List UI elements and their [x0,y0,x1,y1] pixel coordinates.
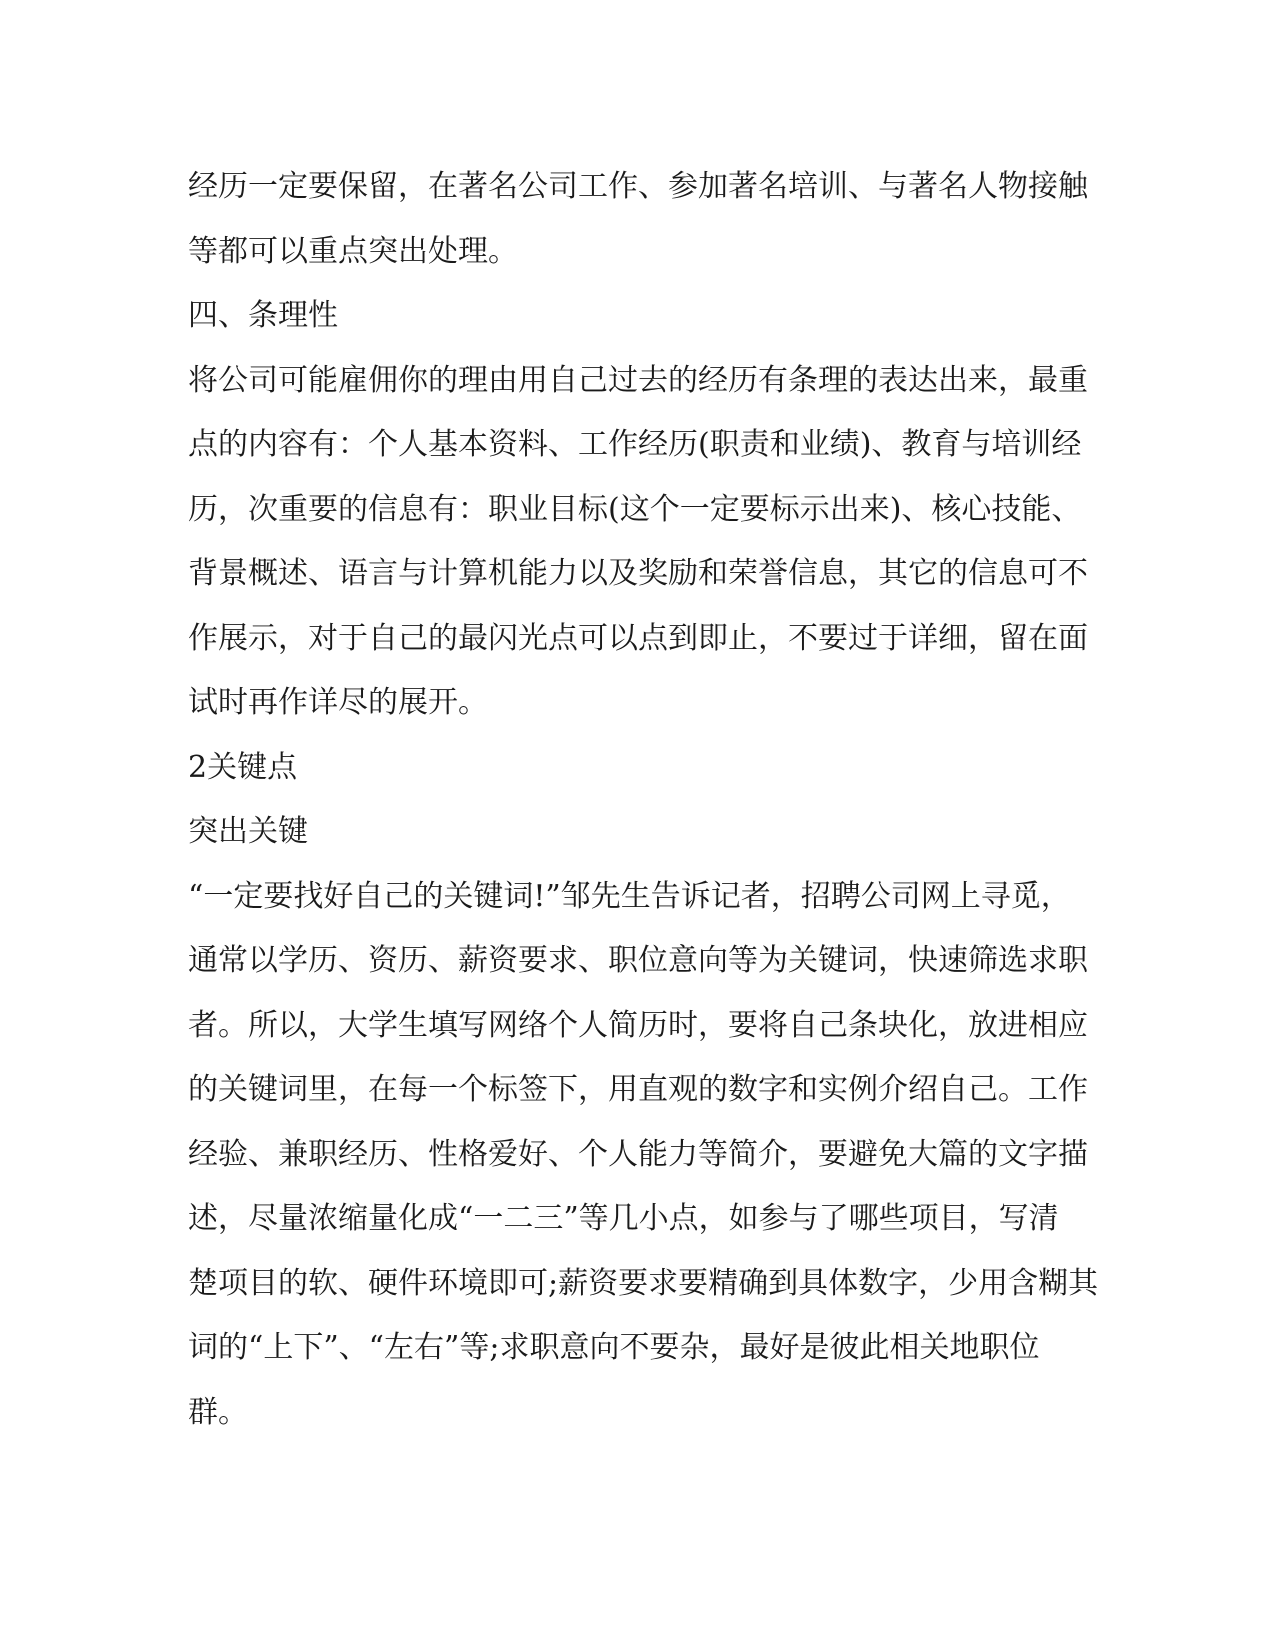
text-line: 试时再作详尽的展开。 [188,685,488,720]
text-line: 将公司可能雇佣你的理由用自己过去的经历有条理的表达出来，最重 [188,362,1088,398]
text-line: 历，次重要的信息有：职业目标(这个一定要标示出来)、核心技能、 [188,491,1082,527]
text-line: 群。 [188,1394,248,1430]
section-heading: 四、条理性 [188,298,338,333]
section-heading: 2关键点 [188,749,298,785]
text-line: 背景概述、语言与计算机能力以及奖励和荣誉信息，其它的信息可不 [188,556,1088,591]
text-line: 作展示，对于自己的最闪光点可以点到即止，不要过于详细，留在面 [188,620,1088,656]
text-line: 者。所以，大学生填写网络个人简历时，要将自己条块化，放进相应 [188,1007,1088,1043]
text-line: 经验、兼职经历、性格爱好、个人能力等简介，要避免大篇的文字描 [188,1136,1088,1172]
text-line: 经历一定要保留，在著名公司工作、参加著名培训、与著名人物接触 [188,169,1088,204]
document-body [188,155,1099,1445]
text-line: 述，尽量浓缩量化成“一二三”等几小点，如参与了哪些项目，写清 [188,1201,1059,1236]
text-line: 楚项目的软、硬件环境即可;薪资要求要精确到具体数字，少用含糊其 [188,1265,1099,1301]
text-line: 点的内容有：个人基本资料、工作经历(职责和业绩)、教育与培训经 [188,427,1082,462]
text-line: 通常以学历、资历、薪资要求、职位意向等为关键词，快速筛选求职 [188,943,1088,978]
text-line: 等都可以重点突出处理。 [188,233,518,269]
text-line: 的关键词里，在每一个标签下，用直观的数字和实例介绍自己。工作 [188,1072,1088,1107]
text-line: “一定要找好自己的关键词!”邹先生告诉记者，招聘公司网上寻觅， [188,878,1071,914]
text-line: 词的“上下”、“左右”等;求职意向不要杂，最好是彼此相关地职位 [188,1330,1040,1365]
subsection-heading: 突出关键 [188,814,308,849]
